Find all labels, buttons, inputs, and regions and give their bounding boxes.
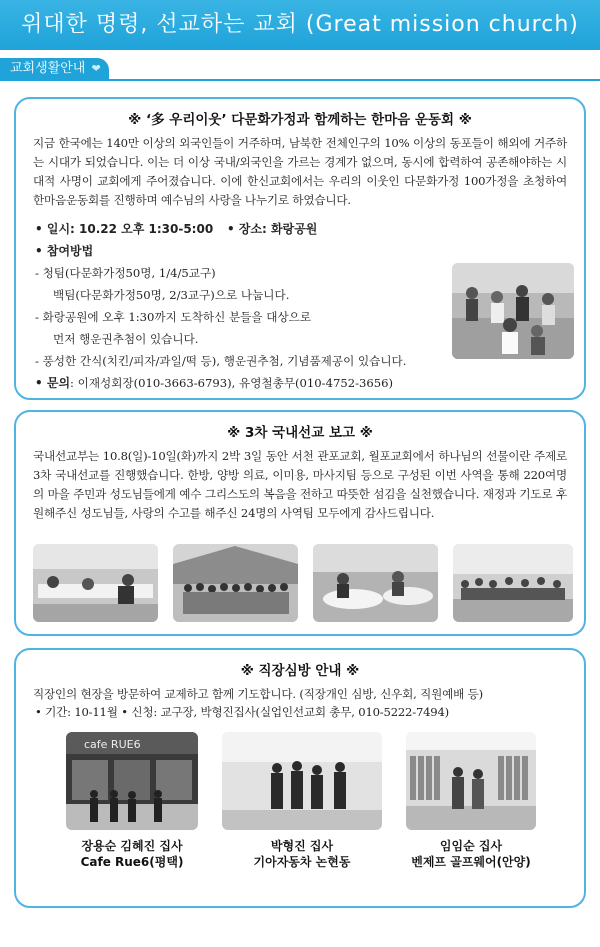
section-tag [0, 58, 109, 80]
event-photo [452, 263, 574, 359]
caption-line: 박형진 집사 [270, 839, 334, 853]
card-title: ※ ‘多 우리이웃’ 다문화가정과 함께하는 한마음 운동회 ※ [128, 112, 472, 128]
contact-text: : 이재성회장(010-3663-6793), 유영철총무(010-4752-3656) [70, 376, 394, 390]
method-item: 먼저 행운권추첨이 있습니다. [53, 332, 199, 346]
workplace-visit-card [14, 648, 586, 908]
section-tag-label: 교회생활안내 [10, 61, 86, 76]
method-item: 백팀(다문화가정50명, 2/3교구)으로 나눕니다. [53, 288, 290, 302]
page-banner: 위대한 명령, 선교하는 교회 (Great mission church) [0, 0, 600, 50]
card-title: ※ 직장심방 안내 ※ [240, 663, 360, 679]
contact-row [16, 372, 584, 394]
caption-line: Cafe Rue6(평택) [80, 855, 184, 869]
card-info: • 기간: 10-11월 • 신청: 교구장, 박형진집사(실업인선교회 총무, 010-5222-7494) [35, 705, 449, 719]
schedule-row [16, 218, 584, 240]
visit-photo-office [222, 732, 382, 830]
visit-photo-store [406, 732, 536, 830]
card-paragraph: 국내선교부는 10.8(일)-10일(화)까지 2박 3일 동안 서천 관포교회, 월포교회에서 하나님의 선물이란 주제로 3차 국내선교를 진행했습니다. 한방, 양방 의료, 이미용, 마사지팀 등으로 구성된 이번 사역을 통해 220여명의 마을 주민과 성도님들에게 예수 그리스도의 복음을 전하고 따뜻한 섬김을 실천했습니다. 재정과 기도로 후원해주신 성도님들, 사랑의 수고를 해주신 24명의 사역팀 모두에게 감사드립니다. [33, 449, 567, 520]
schedule-text: • 일시: 10.22 오후 1:30-5:00 [35, 222, 214, 236]
method-item: - 청팀(다문화가정50명, 1/4/5교구) [35, 266, 216, 280]
cafe-sign: cafe RUE6 [84, 738, 141, 751]
caption-line: 벤제프 골프웨어(안양) [411, 855, 531, 869]
page-footer-space [0, 915, 600, 947]
method-item: - 풍성한 간식(치킨/피자/과일/떡 등), 행운권추첨, 기념품제공이 있습니다. [35, 354, 407, 368]
heart-icon: ❤ [91, 62, 101, 75]
caption-line: 장용순 김혜진 집사 [81, 839, 183, 853]
place-text: • 장소: 화랑공원 [227, 222, 318, 236]
caption-office [222, 838, 382, 870]
domestic-mission-card [14, 410, 586, 636]
multicultural-event-card [14, 97, 586, 400]
caption-line: 임임순 집사 [439, 839, 503, 853]
contact-label: • 문의 [35, 376, 71, 390]
visit-photo-cafe [66, 732, 198, 830]
mission-photo-massage [313, 544, 438, 622]
mission-photo-medical [33, 544, 158, 622]
mission-photo-group [173, 544, 298, 622]
caption-line: 기아자동차 논현동 [253, 855, 351, 869]
card-title: ※ 3차 국내선교 보고 ※ [227, 425, 373, 441]
section-header [0, 58, 600, 80]
card-paragraph: 지금 한국에는 140만 이상의 외국인들이 거주하며, 남북한 전체인구의 10% 이상의 동포들이 해외에 거주하는 시대가 되었습니다. 이는 더 이상 국내/외국인을 가르는 경계가 없으며, 동시에 합력하여 공존해야하는 시대적 사명이 교회에게 주어졌습니다. 이에 한신교회에서는 우리의 이웃인 다문화가정 100가정을 초청하여 한마음운동회를 진행하며 예수님의 사랑을 나누기로 하였습니다. [33, 136, 567, 207]
card-paragraph: 직장인의 현장을 방문하여 교제하고 함께 기도합니다. (직장개인 심방, 신우회, 직원예배 등) [33, 687, 483, 701]
method-item: - 화랑공원에 오후 1:30까지 도착하신 분들을 대상으로 [35, 310, 312, 324]
caption-store [396, 838, 546, 870]
caption-cafe [56, 838, 208, 870]
mission-photo-meeting [453, 544, 573, 622]
method-title: • 참여방법 [35, 244, 94, 258]
